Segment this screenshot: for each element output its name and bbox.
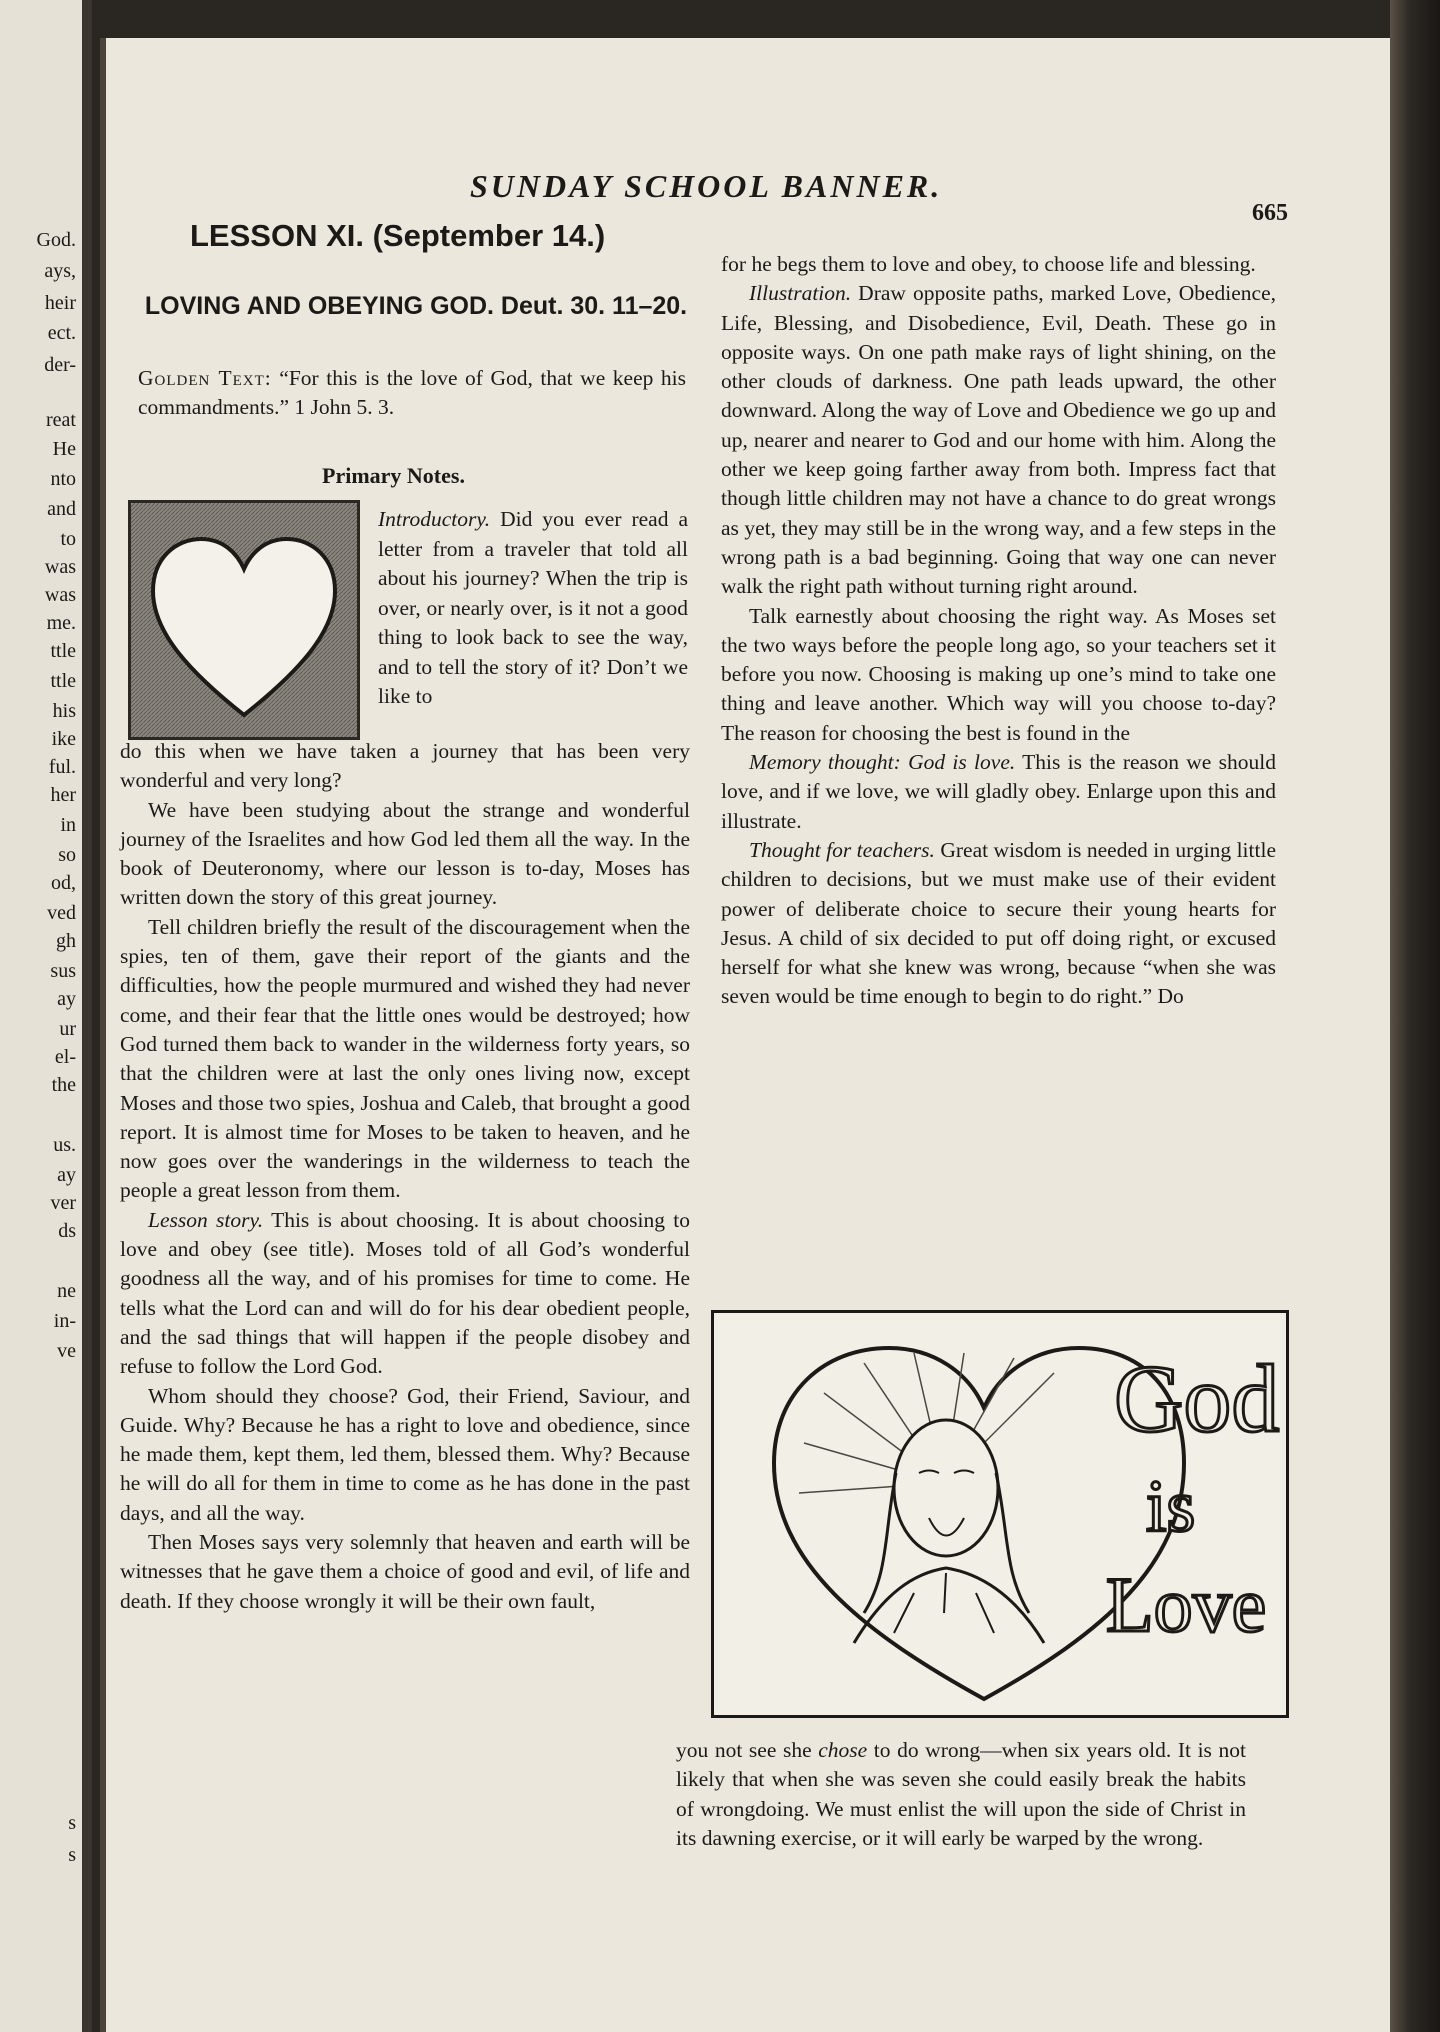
prev-page-fragment: ays, xyxy=(44,260,76,282)
figure-text-love: Love xyxy=(1106,1561,1267,1648)
paragraph-text: to do wrong—when six years old. It is not likely that when she was seven she could easily break the habits of wrongdoing. We must enlist the will upon the side of Christ in its dawning exercise, or it will early be warped by the wrong. xyxy=(676,1738,1246,1850)
prev-page-fragment: God. xyxy=(36,229,76,251)
prev-page-fragment: in xyxy=(60,814,76,836)
lesson-story-label: Lesson story. xyxy=(148,1207,264,1232)
paragraph: for he begs them to love and obey, to choose life and blessing. xyxy=(721,252,1256,276)
paragraph-text: Great wisdom is needed in urging little children to decisions, but we must make use of their evident power of deliberate choice to secure their young hearts for Jesus. A child of six decided to put off doing right, or excused herself for what she knew was wrong, because “when she was seven would be time enough to begin to do right.” Do xyxy=(721,837,1276,1009)
lesson-title: LESSON XI. (September 14.) xyxy=(190,218,606,253)
memory-thought-label: Memory thought: God is love. xyxy=(749,750,1016,775)
god-is-love-illustration xyxy=(711,1310,1289,1718)
prev-page-fragment: der- xyxy=(44,354,76,376)
thought-for-teachers-label: Thought for teachers. xyxy=(749,837,935,862)
prev-page-fragment: ttle xyxy=(50,670,76,692)
section-heading: Primary Notes. xyxy=(322,463,465,488)
previous-page-edge xyxy=(0,0,92,2032)
book-spine-edge xyxy=(1390,0,1440,2032)
prev-page-fragment: ike xyxy=(51,728,76,750)
prev-page-fragment: was xyxy=(44,556,76,578)
introductory-paragraph xyxy=(378,505,688,712)
prev-page-fragment: ved xyxy=(47,902,76,924)
introductory-text: Did you ever read a letter from a traveler that told all about his journey? When the trip is over, or nearly over, is it not a good thing to look back to see the way, and to tell the story of it? Don’t we like to xyxy=(378,507,688,708)
paragraph: do this when we have taken a journey that has been very wonderful and very long? xyxy=(120,739,690,793)
prev-page-fragment: ay xyxy=(57,1164,76,1186)
prev-page-fragment: ve xyxy=(57,1340,76,1362)
prev-page-fragment: ur xyxy=(59,1018,76,1040)
lesson-subtitle: LOVING AND OBEYING GOD. Deut. 30. 11–20. xyxy=(144,292,688,320)
paragraph: Whom should they choose? God, their Friend, Saviour, and Guide. Why? Because he has a right to love and obedience, since he made them, kept them, led them, blessed them. Why? Because he will do all for them in time to come as he has done in the past days, and all the way. xyxy=(120,1383,690,1525)
emphasis-chose: chose xyxy=(818,1738,868,1762)
prev-page-fragment: el- xyxy=(54,1046,76,1068)
paragraph: Then Moses says very solemnly that heaven and earth will be witnesses that he gave them a choice of good and evil, of life and death. If they choose wrongly it will be their own fault, xyxy=(120,1530,690,1613)
jesus-portrait-icon xyxy=(714,1313,1286,1715)
paragraph-text: This is the reason we should love, and if we love, we will gladly obey. Enlarge upon this and illustrate. xyxy=(721,750,1276,833)
figure-text-god: God xyxy=(1114,1345,1280,1452)
column-right xyxy=(721,250,1276,1012)
heart-illustration xyxy=(128,500,360,740)
prev-page-fragment: ver xyxy=(50,1192,76,1214)
paragraph xyxy=(721,836,1276,1012)
prev-page-fragment: so xyxy=(58,844,76,866)
prev-page-fragment: ful. xyxy=(48,756,76,778)
paragraph-text: Draw opposite paths, marked Love, Obedience, Life, Blessing, and Disobedience, Evil, Death. These go in opposite ways. On one path make rays of light shining, on the other clouds of darkness. One path leads upward, the other downward. Along the way of Love and Obedience we go up and up, nearer and nearer to God and our home with him. Along the other we keep going farther away from both. Impress fact that though little children may not have a chance to do great wrongs as yet, they may still be in the wrong way, and a few steps in the wrong path is a bad beginning. Going that way one can never walk the right path without turning right around. xyxy=(721,281,1277,599)
prev-page-fragment: us. xyxy=(53,1134,76,1156)
paragraph xyxy=(676,1736,1246,1853)
paragraph: Talk earnestly about choosing the right way. As Moses set the two ways before the people long ago, so your teachers set it before you now. Choosing is making up one’s mind to take one thing and leave another. Which way will you choose to-day? The reason for choosing the best is found in the xyxy=(721,603,1276,745)
paragraph xyxy=(721,748,1276,836)
prev-page-fragment: reat xyxy=(46,409,76,431)
prev-page-fragment: his xyxy=(52,700,76,722)
golden-text-body: “For this is the love of God, that we keep his commandments.” 1 John 5. 3. xyxy=(138,366,686,419)
prev-page-fragment: nto xyxy=(50,468,76,490)
prev-page-fragment: to xyxy=(60,528,76,550)
figure-text-is: is xyxy=(1146,1466,1196,1548)
prev-page-fragment: He xyxy=(52,438,76,460)
paragraph: We have been studying about the strange and wonderful journey of the Israelites and how God led them all the way. In the book of Deuteronomy, where our lesson is to-day, Moses has written down the story of this great journey. xyxy=(120,797,690,910)
paragraph-text: This is about choosing. It is about choosing to love and obey (see title). Moses told of all God’s wonderful goodness all the way, and of his promises for time to come. He tells what the Lord can and will do for his dear obedient people, and the sad things that will happen if the people disobey and refuse to follow the Lord God. xyxy=(120,1207,690,1379)
paragraph-text: you not see she xyxy=(676,1738,819,1762)
paragraph xyxy=(721,279,1276,601)
prev-page-fragment: in- xyxy=(53,1310,76,1332)
prev-page-fragment: s xyxy=(68,1844,76,1866)
prev-page-fragment: the xyxy=(51,1074,76,1096)
prev-page-fragment: her xyxy=(50,784,76,806)
prev-page-fragment: me. xyxy=(46,612,76,634)
introductory-label: Introductory. xyxy=(378,507,491,531)
paragraph: Tell children briefly the result of the discouragement when the spies, ten of them, gave their report of the giants and the difficulties, how the people murmured and wished they had never come, and their fear that the little ones would be destroyed; how God turned them back to wander in the wilderness forty years, so that the children were at last the only ones living now, except Moses and those two spies, Joshua and Caleb, that brought a good report. It is almost time for Moses to be taken to heaven, and he now goes over the wanderings in the wilderness to teach the people a great lesson from them. xyxy=(120,914,690,1203)
prev-page-fragment: ds xyxy=(58,1220,76,1242)
prev-page-fragment: was xyxy=(44,584,76,606)
golden-text-label: Golden Text: xyxy=(138,366,272,390)
prev-page-fragment: ect. xyxy=(47,322,76,344)
column-right-bottom xyxy=(676,1736,1246,1853)
page-number: 665 xyxy=(1252,200,1288,226)
golden-text xyxy=(138,364,686,422)
prev-page-fragment: and xyxy=(47,498,76,520)
prev-page-fragment: ne xyxy=(57,1280,76,1302)
column-left xyxy=(120,737,690,1616)
prev-page-fragment: ttle xyxy=(50,640,76,662)
prev-page-fragment: ay xyxy=(57,988,76,1010)
prev-page-fragment: sus xyxy=(50,960,76,982)
heart-icon xyxy=(131,503,357,737)
prev-page-fragment: s xyxy=(68,1812,76,1834)
prev-page-fragment: heir xyxy=(44,292,76,314)
paragraph xyxy=(120,1206,690,1382)
illustration-label: Illustration. xyxy=(749,281,852,306)
running-head: SUNDAY SCHOOL BANNER. xyxy=(470,168,943,204)
prev-page-fragment: od, xyxy=(51,872,76,894)
prev-page-fragment: gh xyxy=(56,930,76,952)
